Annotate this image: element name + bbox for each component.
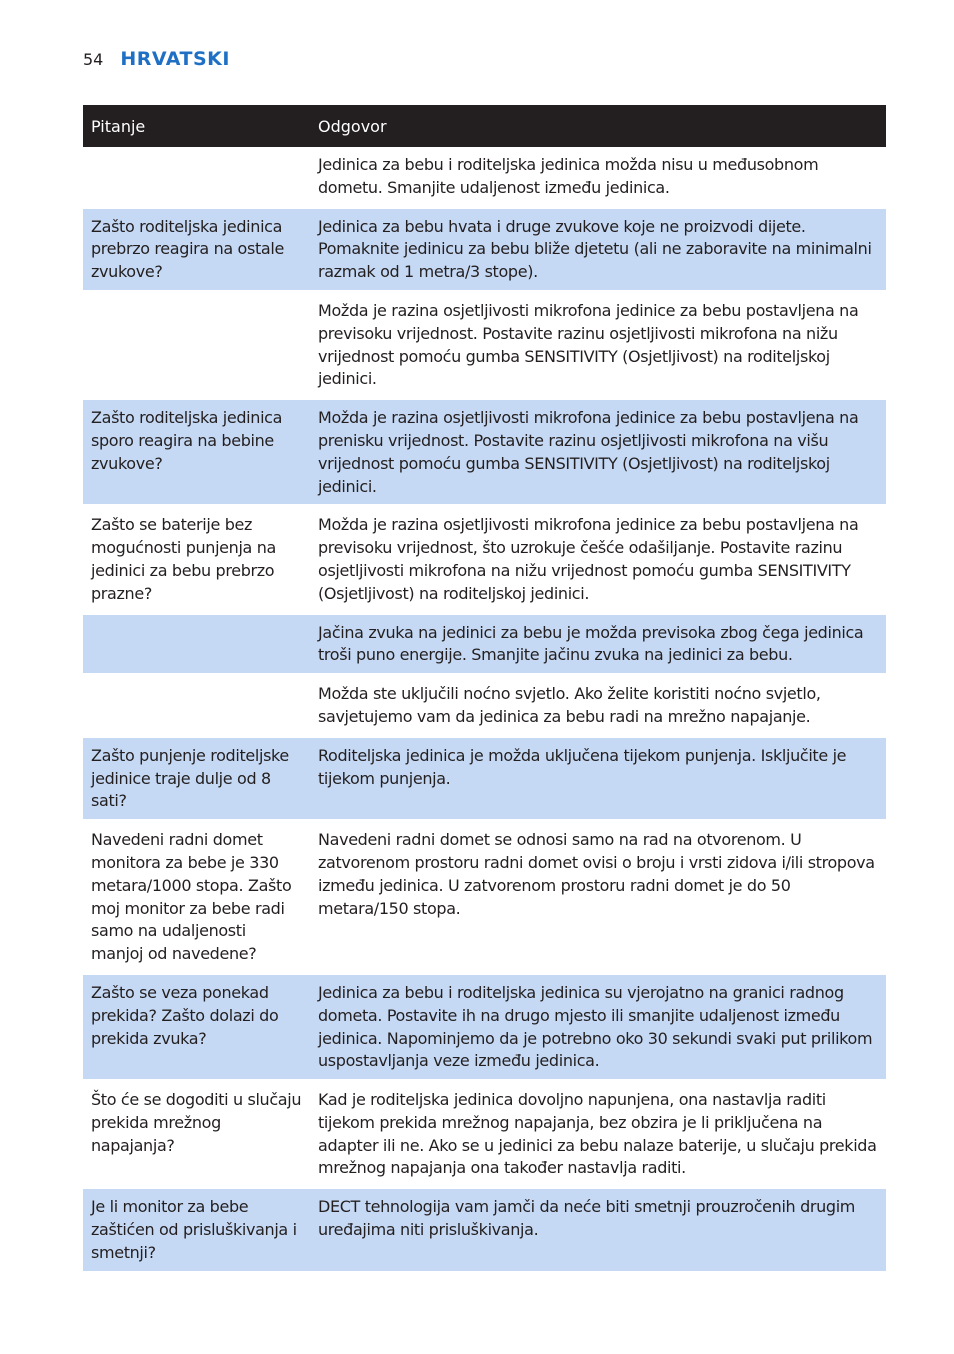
question-cell: Zašto punjenje roditeljske jedinice traje dulje od 8 sati? (83, 736, 310, 820)
column-header-question: Pitanje (83, 105, 310, 147)
answer-cell: Možda je razina osjetljivosti mikrofona jedinice za bebu postavljena na previsoku vrijednost. Postavite razinu osjetljivosti mikrofona na nižu vrijednost pomoću gumba SENSITIVITY (Osjetljivost) na roditeljskoj jedinici. (310, 291, 886, 398)
question-cell: Zašto roditeljska jedinica sporo reagira na bebine zvukove? (83, 399, 310, 506)
table-row (83, 399, 886, 506)
question-cell: Zašto se baterije bez mogućnosti punjenja na jedinici za bebu prebrzo prazne? (83, 506, 310, 613)
question-cell (83, 675, 310, 737)
page-number: 54 (83, 50, 104, 69)
table-row (83, 1081, 886, 1188)
answer-cell: DECT tehnologija vam jamči da neće biti smetnji prouzročenih drugim uređajima niti prisluškivanja. (310, 1188, 886, 1272)
answer-cell: Jedinica za bebu hvata i druge zvukove koje ne proizvodi dijete. Pomaknite jedinicu za bebu bliže djetetu (ali ne zaboravite na minimalni razmak od 1 metra/3 stope). (310, 207, 886, 291)
section-title: HRVATSKI (120, 48, 230, 70)
answer-cell: Možda je razina osjetljivosti mikrofona jedinice za bebu postavljena na previsoku vrijednost, što uzrokuje češće odašiljanje. Postavite razinu osjetljivosti mikrofona na nižu vrijednost pomoću gumba SENSITIVITY (Osjetljivost) na roditeljskoj jedinici. (310, 506, 886, 613)
question-cell (83, 291, 310, 398)
answer-cell: Jačina zvuka na jedinici za bebu je možda previsoka zbog čega jedinica troši puno energije. Smanjite jačinu zvuka na jedinici za bebu. (310, 613, 886, 675)
faq-body (83, 147, 886, 1272)
question-cell: Zašto se veza ponekad prekida? Zašto dolazi do prekida zvuka? (83, 973, 310, 1080)
table-row (83, 207, 886, 291)
table-header-row (83, 105, 886, 147)
page-header (83, 48, 230, 74)
answer-cell: Jedinica za bebu i roditeljska jedinica možda nisu u međusobnom dometu. Smanjite udaljenost između jedinica. (310, 147, 886, 207)
question-cell: Što će se dogoditi u slučaju prekida mrežnog napajanja? (83, 1081, 310, 1188)
question-cell: Navedeni radni domet monitora za bebe je 330 metara/1000 stopa. Zašto moj monitor za bebe radi samo na udaljenosti manjoj od navedene? (83, 821, 310, 974)
table-row (83, 147, 886, 207)
table-row (83, 613, 886, 675)
question-cell: Zašto roditeljska jedinica prebrzo reagira na ostale zvukove? (83, 207, 310, 291)
table-row (83, 821, 886, 974)
answer-cell: Roditeljska jedinica je možda uključena tijekom punjenja. Isključite je tijekom punjenja. (310, 736, 886, 820)
question-cell (83, 613, 310, 675)
answer-cell: Možda je razina osjetljivosti mikrofona jedinice za bebu postavljena na prenisku vrijednost. Postavite razinu osjetljivosti mikrofona na višu vrijednost pomoću gumba SENSITIVITY (Osjetljivost) na roditeljskoj jedinici. (310, 399, 886, 506)
answer-cell: Navedeni radni domet se odnosi samo na rad na otvorenom. U zatvorenom prostoru radni domet ovisi o broju i vrsti zidova i/ili stropova između jedinica. U zatvorenom prostoru radni domet je do 50 metara/150 stopa. (310, 821, 886, 974)
faq-table (83, 105, 886, 1274)
table-row (83, 675, 886, 737)
question-cell (83, 147, 310, 207)
answer-cell: Možda ste uključili noćno svjetlo. Ako želite koristiti noćno svjetlo, savjetujemo vam da jedinica za bebu radi na mrežno napajanje. (310, 675, 886, 737)
table-row (83, 736, 886, 820)
table-row (83, 506, 886, 613)
answer-cell: Kad je roditeljska jedinica dovoljno napunjena, ona nastavlja raditi tijekom prekida mrežnog napajanja, bez obzira je li priključena na adapter ili ne. Ako se u jedinici za bebu nalaze baterije, u slučaju prekida mrežnog napajanja ona također nastavlja raditi. (310, 1081, 886, 1188)
table-row (83, 291, 886, 398)
answer-cell: Jedinica za bebu i roditeljska jedinica su vjerojatno na granici radnog dometa. Postavite ih na drugo mjesto ili smanjite udaljenost između jedinica. Napominjemo da je potrebno oko 30 sekundi svaki put prilikom uspostavljanja veze između jedinica. (310, 973, 886, 1080)
table-row (83, 973, 886, 1080)
table-row (83, 1188, 886, 1272)
question-cell: Je li monitor za bebe zaštićen od prisluškivanja i smetnji? (83, 1188, 310, 1272)
column-header-answer: Odgovor (310, 105, 886, 147)
